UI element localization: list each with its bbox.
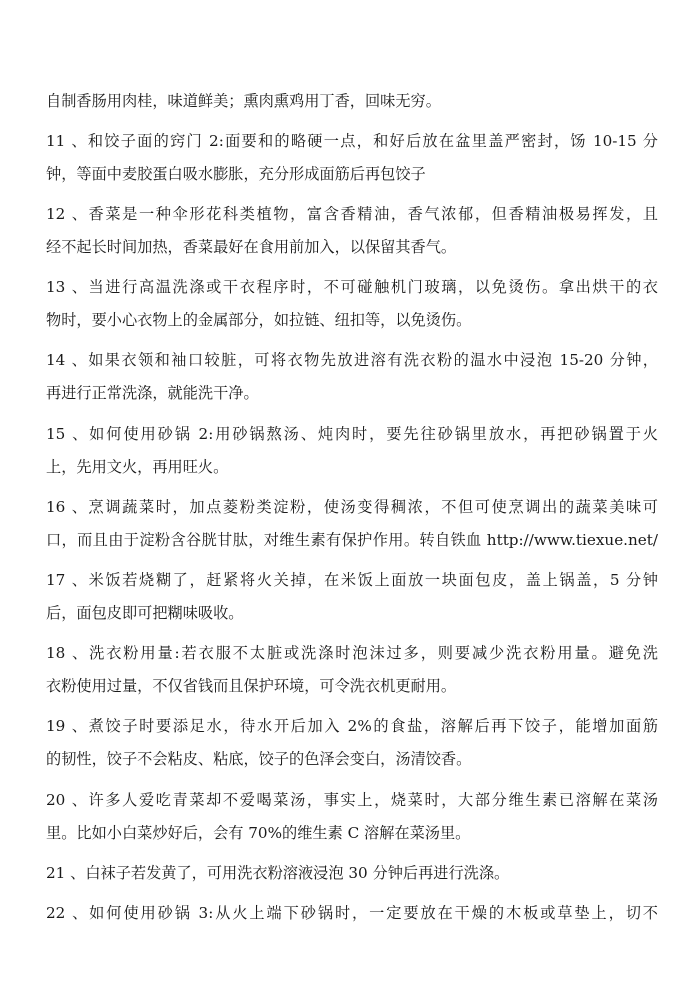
text-line: 11 、和饺子面的窍门 2:面要和的略硬一点，和好后放在盆里盖严密封，饧 10-15 分 [46,132,658,150]
text-line: 里。比如小白菜炒好后，会有 70%的维生素 C 溶解在菜汤里。 [46,824,471,842]
text-line: 18 、洗衣粉用量:若衣服不太脏或洗涤时泡沫过多，则要减少洗衣粉用量。避免洗 [46,644,658,662]
text-line: 口，而且由于淀粉含谷胱甘肽，对维生素有保护作用。转自铁血 http://www.tiexue.net/ [46,531,658,549]
text-line: 的韧性，饺子不会粘皮、粘底，饺子的色泽会变白，汤清饺香。 [46,750,472,768]
text-line: 钟，等面中麦胶蛋白吸水膨胀，充分形成面筋后再包饺子 [46,165,426,183]
text-line: 上，先用文火，再用旺火。 [46,458,229,476]
text-line: 22 、如何使用砂锅 3:从火上端下砂锅时，一定要放在干燥的木板或草垫上，切不 [46,904,658,922]
text-line: 物时，要小心衣物上的金属部分，如拉链、纽扣等，以免烫伤。 [46,311,472,329]
text-line: 14 、如果衣领和袖口较脏，可将衣物先放进溶有洗衣粉的温水中浸泡 15-20 分钟， [46,351,658,369]
text-line: 后，面包皮即可把糊味吸收。 [46,604,244,622]
text-line: 12 、香菜是一种伞形花科类植物，富含香精油，香气浓郁，但香精油极易挥发，且 [46,205,658,223]
text-line: 16 、烹调蔬菜时，加点菱粉类淀粉，使汤变得稠浓，不但可使烹调出的蔬菜美味可 [46,498,658,516]
text-line: 19 、煮饺子时要添足水，待水开后加入 2%的食盐，溶解后再下饺子，能增加面筋 [46,717,658,735]
text-line: 15 、如何使用砂锅 2:用砂锅熬汤、炖肉时，要先往砂锅里放水，再把砂锅置于火 [46,425,658,443]
text-line: 17 、米饭若烧糊了，赶紧将火关掉，在米饭上面放一块面包皮，盖上锅盖，5 分钟 [46,571,658,589]
text-line: 经不起长时间加热，香菜最好在食用前加入，以保留其香气。 [46,238,457,256]
text-line: 衣粉使用过量，不仅省钱而且保护环境，可令洗衣机更耐用。 [46,677,457,695]
text-line: 13 、当进行高温洗涤或干衣程序时，不可碰触机门玻璃，以免烫伤。拿出烘干的衣 [46,278,658,296]
text-line: 再进行正常洗涤，就能洗干净。 [46,384,259,402]
text-line: 20 、许多人爱吃青菜却不爱喝菜汤，事实上，烧菜时，大部分维生素已溶解在菜汤 [46,791,658,809]
text-line: 自制香肠用肉桂，味道鲜美；熏肉熏鸡用丁香，回味无穷。 [46,92,441,110]
text-line: 21 、白袜子若发黄了，可用洗衣粉溶液浸泡 30 分钟后再进行洗涤。 [46,864,510,882]
